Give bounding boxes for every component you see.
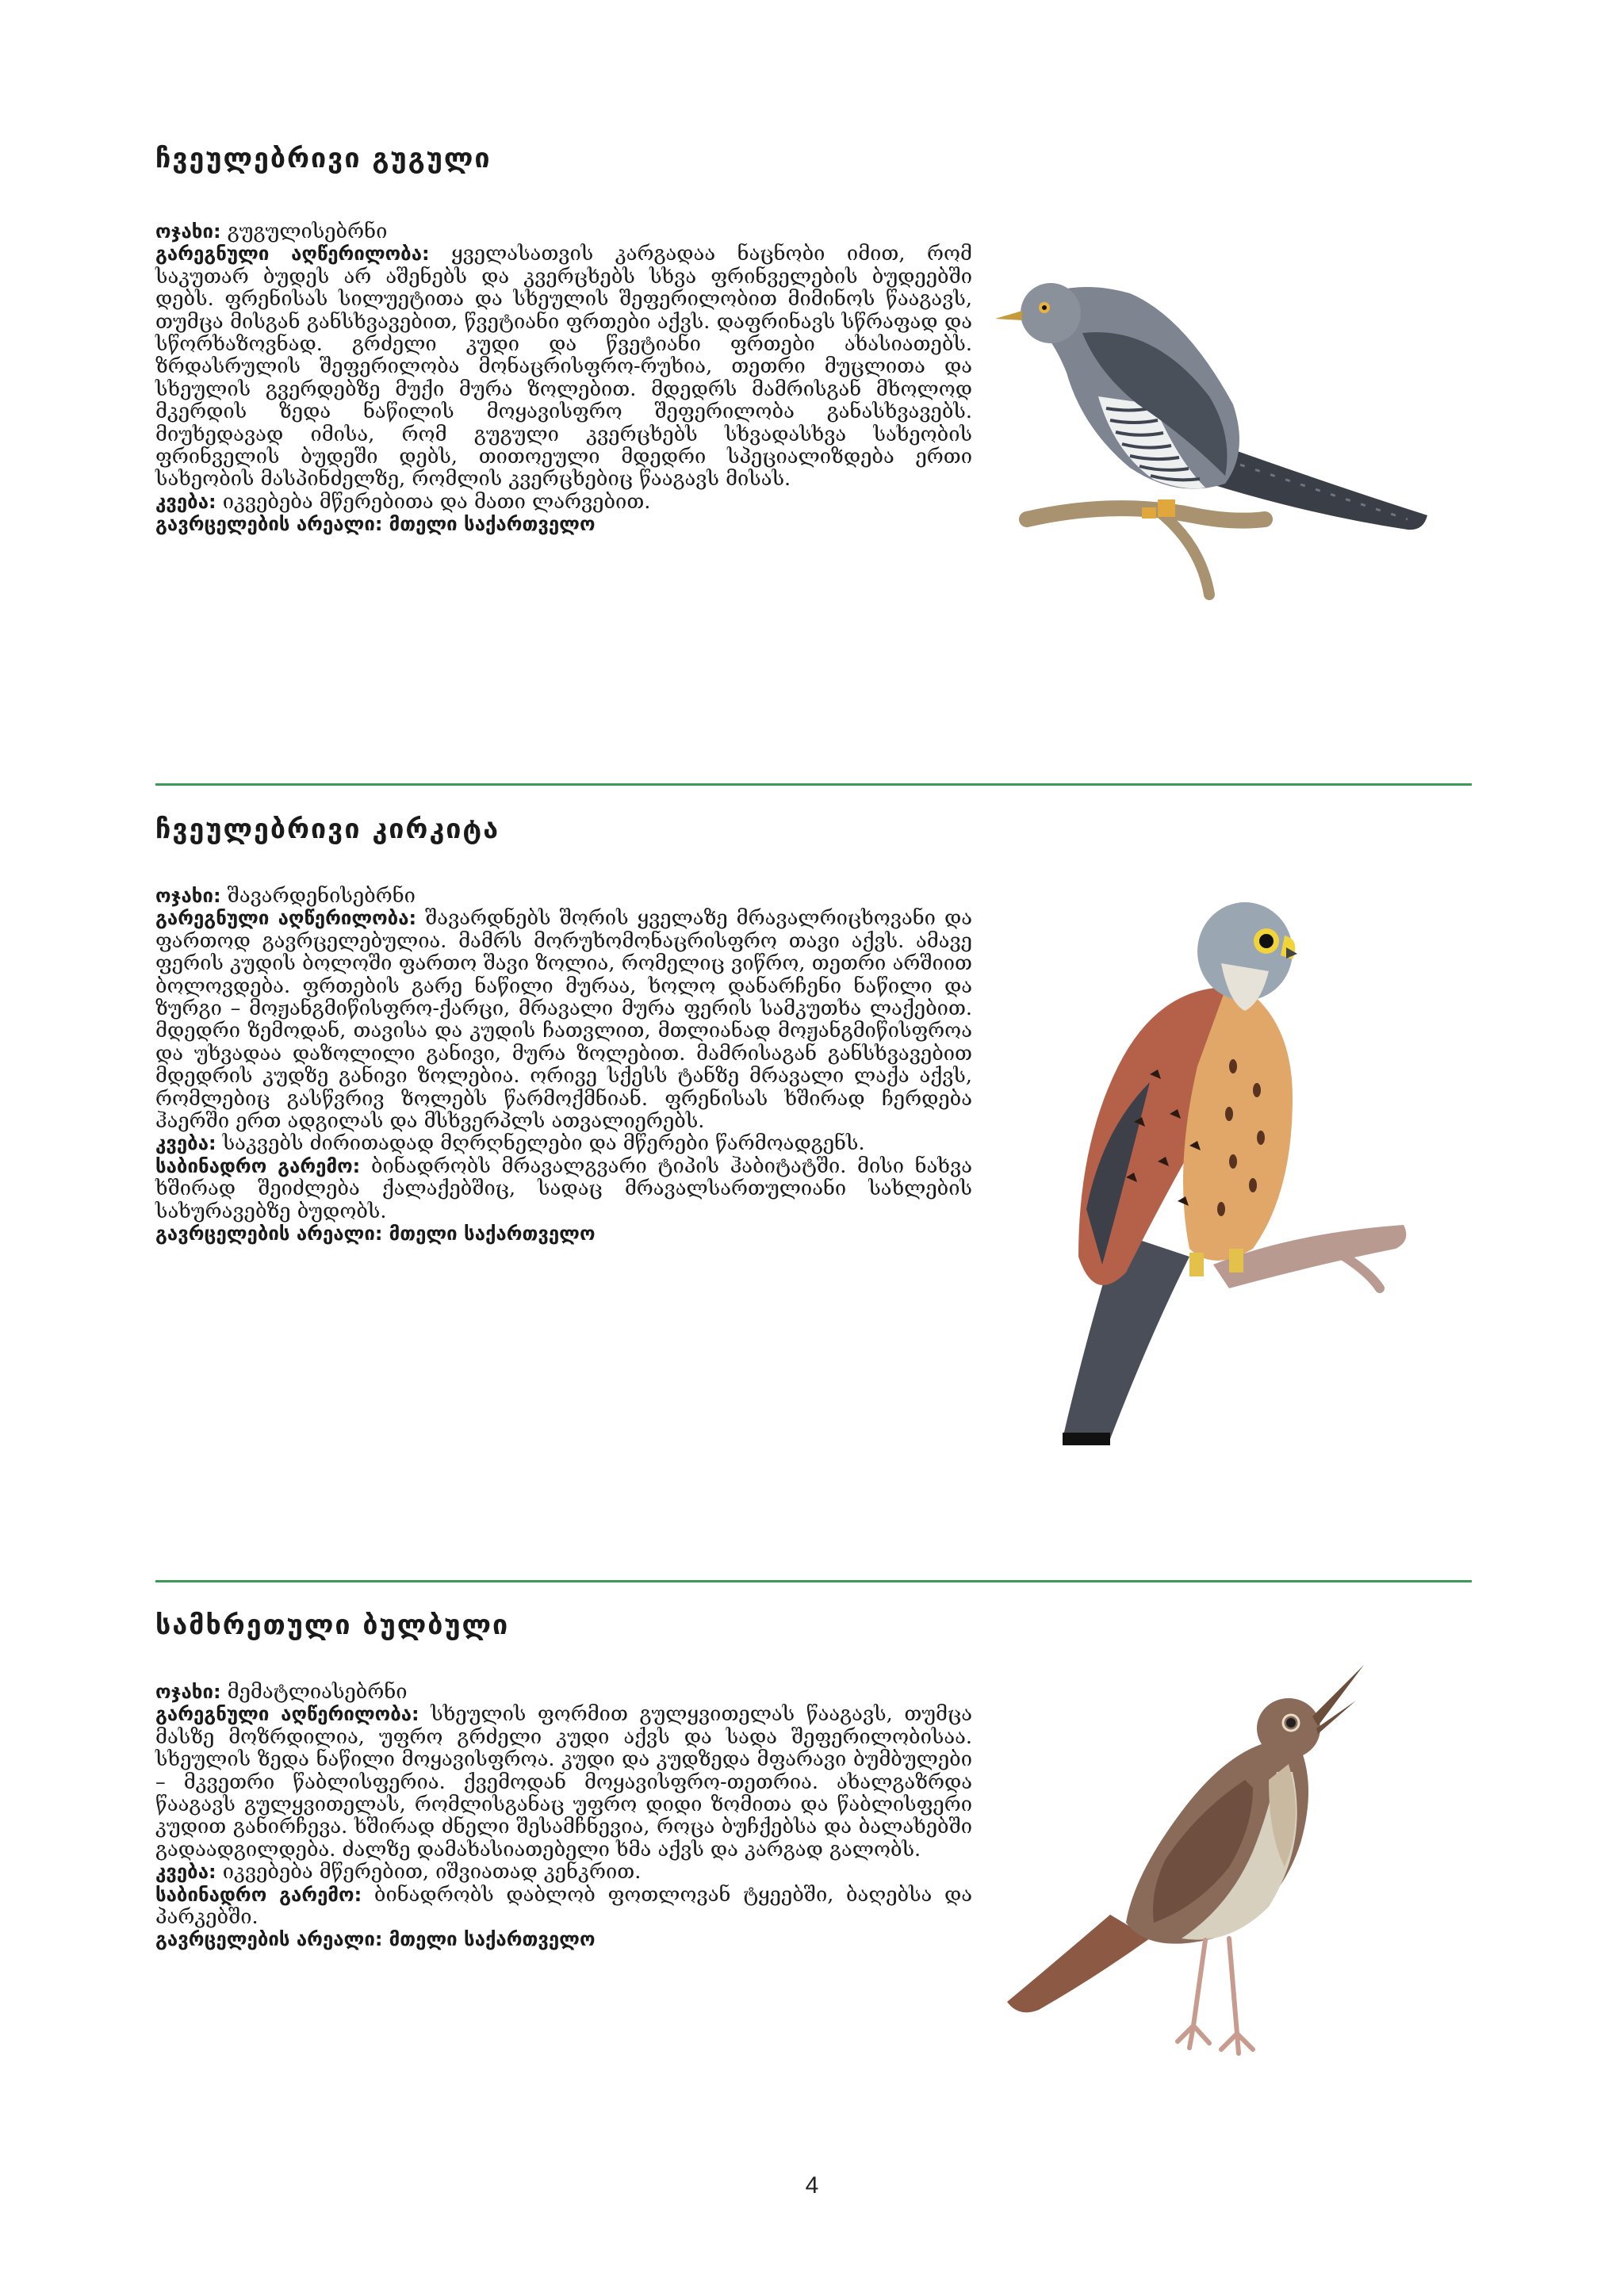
habitat-field <box>155 1884 972 1929</box>
habitat-field <box>155 1155 972 1223</box>
description-field <box>155 1703 972 1861</box>
family-field <box>155 885 972 907</box>
habitat-label: საბინადრო გარემო: <box>155 1154 361 1177</box>
description-label: გარეგნული აღწერილობა: <box>155 907 417 930</box>
range-label: გავრცელების არეალი: <box>155 1928 383 1951</box>
family-label: ოჯახი: <box>155 1681 221 1703</box>
food-field <box>155 1132 972 1154</box>
food-field <box>155 491 972 513</box>
habitat-label: საბინადრო გარემო: <box>155 1883 362 1906</box>
habitat-value: ბინადრობს მრავალგვარი ტიპის ჰაბიტატში. მისი ნახვა ხშირად შეიძლება ქალაქებშიც, სადაც მრავალსართულიანი სახლების სახურავებზე ბუდობს. <box>155 1154 973 1223</box>
food-label: კვება: <box>155 1861 216 1884</box>
section-divider <box>155 783 1472 786</box>
family-value: მემატლიასებრნი <box>227 1680 408 1704</box>
range-field <box>155 1928 972 1950</box>
description-label: გარეგნული აღწერილობა: <box>155 243 430 266</box>
description-value: ყველასათვის კარგადაა ნაცნობი იმით, რომ საკუთარ ბუდეს არ აშენებს და კვერცხებს სხვა ფრინველების ბუდეებში დებს. ფრენისას სილუეტითა და სხეულის შეფერილობით მიმინოს წააგავს, თუმცა მისგან განსხვავებით, წვეტიანი ფრთები აქვს. დაფრინავს სწრაფად და სწორხაზოვნად. გრძელი კუდი და წვეტიანი ფრთები ახასიათებს. ზრდასრულის შეფერილობა მონაცრისფრო-რუხია, თეთრი მუცლითა და სხეულის გვერდებზე მუქი მურა ზოლებით. მდედრს მამრისგან მხოლოდ მკერდის ზედა ნაწილის მოყავისფრო შეფერილობა განასხვავებს. მიუხედავად იმისა, რომ გუგული კვერცხებს სხვადასხვა სახეობის ფრინველის ბუდეში დებს, თითოეული მდედრი სპეციალიზდება ერთი სახეობის მასპინძელზე, რომლის კვერცხებიც წააგავს მისას. <box>155 242 972 492</box>
description-field <box>155 243 972 490</box>
nightingale-illustration <box>991 1653 1404 2081</box>
page-number: 4 <box>805 2172 819 2198</box>
range-field <box>155 513 972 535</box>
range-value: მთელი საქართველო <box>389 513 596 536</box>
food-label: კვება: <box>155 490 216 513</box>
range-label: გავრცელების არეალი: <box>155 513 383 536</box>
food-field <box>155 1861 972 1883</box>
description-field <box>155 907 972 1132</box>
section-title: სამხრეთული ბულბული <box>155 1609 510 1641</box>
cuckoo-illustration <box>995 262 1439 618</box>
range-field <box>155 1223 972 1245</box>
description-value: შავარდნებს შორის ყველაზე მრავალრიცხოვანი და ფართოდ გავრცელებულია. მამრს მორუხომონაცრისფრო თავი აქვს. ამავე ფერის კუდის ბოლოში ფართო შავი ზოლია, რომელიც ვიწრო, თეთრი არშიით ბოლოვდება. ფრთების გარე ნაწილი მურაა, ხოლო დანარჩენი ნაწილი და ზურგი – მოჟანგმიწისფრო-ქარცი, მრავალი მურა ფერის სამკუთხა ლაქებით. მდედრი ზემოდან, თავისა და კუდის ჩათვლით, მთლიანად მოჟანგმიწისფროა და უხვადაა დაზოლილი განივი, მურა ზოლებით. მამრისაგან განსხვავებით მდედრის კუდზე განივი ზოლებია. ორივე სქესს ტანზე მრავალი ლაქა აქვს, რომლებიც გასწვრივ ზოლებს წარმოქმნიან. ფრენისას ხშირად ჩერდება ჰაერში ერთ ადგილას და მსხვერპლს ათვალიერებს. <box>155 906 973 1134</box>
food-value: საკვებს ძირითადად მღრღნელები და მწერები წარმოადგენს. <box>222 1131 865 1156</box>
range-value: მთელი საქართველო <box>389 1223 596 1246</box>
section-title: ჩვეულებრივი კირკიტა <box>155 813 500 845</box>
family-field <box>155 220 972 243</box>
food-value: იკვებება მწერებითა და მათი ლარვებით. <box>222 489 651 514</box>
family-label: ოჯახი: <box>155 885 221 907</box>
food-value: იკვებება მწერებით, იშვიათად კენკრით. <box>222 1860 642 1885</box>
description-value: სხეულის ფორმით გულყვითელას წააგავს, თუმცა მასზე მოზრდილია, უფრო გრძელი კუდი აქვს და სადა შეფერილობისაა. სხეულის ზედა ნაწილი მოყავისფროა. კუდი და კუდზედა მფარავი ბუმბულები – მკვეთრი წაბლისფერია. ქვემოდან მოყავისფრო-თეთრია. ახალგაზრდა წააგავს გულყვითელას, რომლისგანაც უფრო დიდი ზომითა და წაბლისფერი კუდით განირჩევა. ხშირად ძნელი შესამჩნევია, როცა ბუჩქებსა და ბალახებში გადაადგილდება. ძალზე დამახასიათებელი ხმა აქვს და კარგად გალობს. <box>155 1702 973 1862</box>
range-label: გავრცელების არეალი: <box>155 1223 383 1246</box>
section-divider <box>155 1580 1472 1582</box>
species-info <box>155 220 972 536</box>
description-label: გარეგნული აღწერილობა: <box>155 1703 419 1726</box>
kestrel-illustration <box>1031 892 1427 1447</box>
section-title: ჩვეულებრივი გუგული <box>155 143 492 174</box>
habitat-value: ბინადრობს დაბლობ ფოთლოვან ტყეებში, ბაღებსა და პარკებში. <box>155 1882 973 1930</box>
food-label: კვება: <box>155 1132 216 1155</box>
family-label: ოჯახი: <box>155 220 221 243</box>
family-value: გუგულისებრნი <box>227 220 388 243</box>
family-value: შავარდენისებრნი <box>227 884 416 908</box>
species-info <box>155 885 972 1246</box>
range-value: მთელი საქართველო <box>389 1928 596 1951</box>
family-field <box>155 1681 972 1703</box>
species-info <box>155 1681 972 1951</box>
